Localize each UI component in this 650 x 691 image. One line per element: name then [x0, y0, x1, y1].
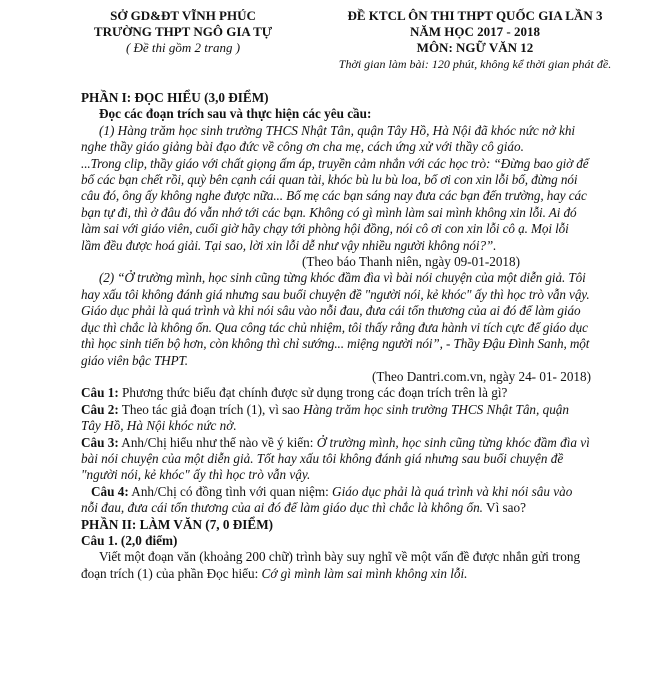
essay-1-text: Viết một đoạn văn (khoảng 200 chữ) trình bày suy nghĩ về một vấn đề được nhắn gửi trong đoạn trích (1) của phần Đọc hiểu:	[81, 549, 581, 581]
question-2-text: Theo tác giả đoạn trích (1), vì sao	[118, 401, 304, 417]
question-2-label: Câu 2:	[81, 401, 119, 417]
question-4-text: Anh/Chị có đồng tình với quan niệm:	[128, 483, 333, 499]
exam-title: ĐỀ KTCL ÔN THI THPT QUỐC GIA LẦN 3	[347, 8, 603, 23]
subject: MÔN: NGỮ VĂN 12	[416, 40, 534, 55]
school-name: TRƯỜNG THPT NGÔ GIA TỰ	[93, 24, 273, 39]
question-2	[81, 402, 591, 435]
passage1-body: ...Trong clip, thầy giáo với chất giọng ấm áp, truyền cảm nhắn với các học trò: “Đừng bao giờ để bố các bạn chết rồi, quỳ bên cạnh cái quan tài, khóc bù lu bù loa, bố ơi con xin lỗi bố, đừng nói câu đó, ông ấy không nghe được nữa... Bố mẹ các bạn sáng nay đưa các bạn đến trường, hay các bạn tự đi, thì ở đâu đó vẫn nhớ tới các bạn. Không có gì mình làm sai mình không xin lỗi. Ai đó làm sai với giáo viên, cuối giờ hãy chạy tới phòng hội đồng, nói cô ơi con xin lỗi cô ạ. Mọi lỗi lầm đều được hoá giải. Tại sao, lời xin lỗi dễ như vậy nhiều người không nói?”.	[81, 155, 589, 253]
question-4-label: Câu 4:	[91, 483, 129, 499]
part1-heading: PHẦN I: ĐỌC HIỂU (3,0 ĐIỂM)	[81, 90, 269, 105]
part2-heading: PHẦN II: LÀM VĂN (7, 0 ĐIỂM)	[81, 516, 274, 532]
essay-1-quote: Cớ gì mình làm sai mình không xin lỗi.	[261, 565, 468, 581]
question-3-label: Câu 3:	[81, 434, 119, 450]
passage1-intro: (1) Hàng trăm học sinh trường THCS Nhật Tân, quận Tây Hồ, Hà Nội đã khóc nức nở khi nghe thầy giáo giảng bài đạo đức về công ơn cha mẹ, cách ứng xử với thầy cô giáo.	[81, 122, 576, 155]
question-4-tail: Vì sao?	[482, 500, 526, 516]
part1-instruction: Đọc các đoạn trích sau và thực hiện các yêu cầu:	[99, 106, 372, 122]
header-right	[300, 8, 650, 72]
exam-content	[81, 90, 591, 582]
passage2: (2) “Ở trường mình, học sinh cũng từng khóc đầm đìa vì bài nói chuyện của một diễn giả. Tôi hay xấu tôi không đánh giá nhưng sau buổi chuyện đề "người nói, kẻ khóc" ấy thì học trò vẫn vậy. Giáo dục phải là quá trình và khi nói sâu vào nỗi đau, đưa cái tổn thương của ai đó để làm giáo dục thì chắc là không ổn. Qua công tác chủ nhiệm, tôi thấy rằng đưa hành vi tích cực để giáo dục thì học sinh tiến bộ hơn, còn không thì chỉ sướng... miệng người nói”, - Thầy Đậu Đình Sanh, một giáo viên bậc THPT.	[81, 270, 590, 368]
school-year: NĂM HỌC 2017 - 2018	[410, 24, 540, 39]
passage1-source: (Theo báo Thanh niên, ngày 09-01-2018)	[301, 254, 521, 270]
question-3-quote: Ở trường mình, học sinh cũng từng khóc đầm đìa vì bài nói chuyện của một diễn giả. Tốt hay xấu tôi không đánh giá nhưng sau buổi chuyện đề "người nói, kẻ khóc" ấy thì học trò vẫn vậy.	[81, 434, 590, 483]
question-3	[81, 435, 591, 484]
question-2-quote: Hàng trăm học sinh trường THCS Nhật Tân, quận Tây Hồ, Hà Nội khóc nức nở.	[81, 401, 569, 434]
essay-1-label: Câu 1. (2,0 điểm)	[81, 532, 178, 548]
question-4	[81, 484, 591, 517]
header-left	[78, 8, 288, 56]
passage2-source: (Theo Dantri.com.vn, ngày 24- 01- 2018)	[371, 368, 591, 384]
question-1-label: Câu 1:	[81, 385, 119, 401]
time-limit: Thời gian làm bài: 120 phút, không kể thời gian phát đề.	[338, 57, 612, 71]
essay-1	[81, 549, 591, 582]
page-count-note: ( Đề thi gồm 2 trang )	[125, 40, 241, 55]
department-name: SỞ GD&ĐT VĨNH PHÚC	[110, 8, 256, 23]
question-1	[81, 385, 591, 401]
question-4-quote: Giáo dục phải là quá trình và khi nói sâu vào nỗi đau, đưa cái tổn thương của ai đó để làm giáo dục thì chắc là không ổn.	[81, 483, 573, 516]
question-1-text: Phương thức biểu đạt chính được sử dụng trong các đoạn trích trên là gì?	[118, 385, 508, 401]
question-3-text: Anh/Chị hiểu như thế nào về ý kiến:	[118, 434, 317, 450]
